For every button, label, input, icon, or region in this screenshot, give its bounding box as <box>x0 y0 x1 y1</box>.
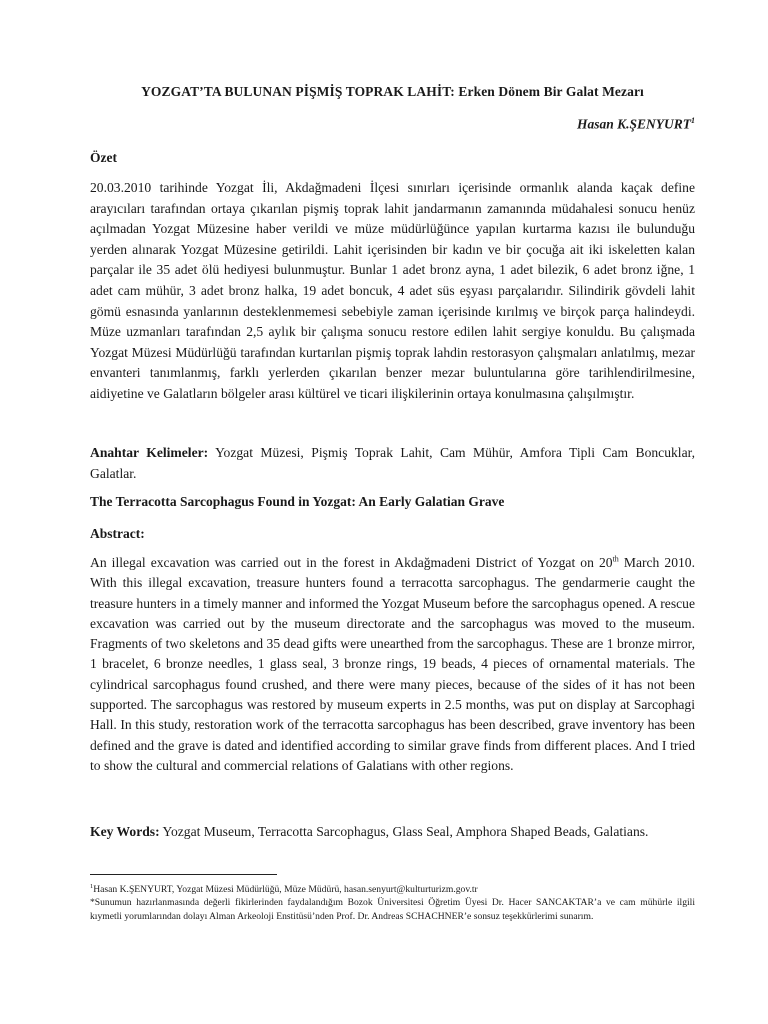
turkish-keywords-label: Anahtar Kelimeler: <box>90 445 209 460</box>
paper-title <box>90 84 695 100</box>
footnotes <box>90 880 695 923</box>
abstract-lead: An illegal excavation was carried out in the forest in Akdağmadeni District of Yozgat on 20 <box>90 555 613 570</box>
english-title: The Terracotta Sarcophagus Found in Yozgat: An Early Galatian Grave <box>90 494 505 509</box>
paper-title-main: YOZGAT’TA BULUNAN PİŞMİŞ TOPRAK LAHİT: <box>141 84 459 99</box>
author-footnote-mark: 1 <box>691 116 695 125</box>
footnote-1-text: Hasan K.ŞENYURT, Yozgat Müzesi Müdürlüğü, Müze Müdürü, hasan.senyurt@kulturturizm.gov.tr <box>93 884 478 896</box>
english-keywords-label: Key Words: <box>90 824 160 839</box>
ozet-paragraph: 20.03.2010 tarihinde Yozgat İli, Akdağmadeni İlçesi sınırları içerisinde ormanlık alanda kaçak define arayıcıları tarafından ortaya çıkarılan pişmiş toprak lahit jandarmanın zamanında müdahalesi sonucu henüz açılmadan Yozgat Müzesine haber verildi ve müze müdürlüğünce yapılan kurtarma kazısı ile bulunduğu yerden alınarak Yozgat Müzesine getirildi. Lahit içerisinden bir kadın ve bir çocuğa ait iki iskeletten kalan parçalar ile 35 adet ölü hediyesi bulunmuştur. Bunlar 1 adet bronz ayna, 1 adet bilezik, 6 adet bronz iğne, 1 adet cam mühür, 3 adet bronz halka, 19 adet boncuk, 4 adet süs eşyası parçalarıdır. Silindirik gövdeli lahit gömü esnasında yanlarının desteklenmemesi sebebiyle zaman içerisinde kırılmış ve birçok parça halindeydi. Müze uzmanları tarafından 2,5 aylık bir çalışma sonucu restore edilen lahit sergiye konuldu. Bu çalışmada Yozgat Müzesi Müdürlüğü tarafından kurtarılan pişmiş toprak lahdin restorasyon çalışmaları anlatılmış, mezar envanteri tanımlanmış, farklı yerlerden çıkarılan benzer mezar buluntularına göre tarihlendirilmesine, aidiyetine ve Galatların bölgeler arası kültürel ve ticari ilişkilerinin ortaya konulmasına çalışılmıştır. <box>90 180 695 401</box>
english-keywords <box>90 821 695 842</box>
abstract-rest: March 2010. With this illegal excavation, treasure hunters found a terracotta sarcophagus. The gendarmerie caught the treasure hunters in a timely manner and informed the Yozgat Museum before the sarcophagus opened. A rescue excavation was carried out by the museum directorate and the sarcophagus was moved to the museum. Fragments of two skeletons and 35 dead gifts were unearthed from the sarcophagus. These are 1 bronze mirror, 1 bracelet, 6 bronze needles, 1 glass seal, 3 bronze rings, 19 beads, 4 pieces of ornamental materials. The cylindrical sarcophagus found crushed, and there were many pieces, because of the sides of it has not been supported. The sarcophagus was restored by museum experts in 2.5 months, was put on display at Sarcophagi Hall. In this study, restoration work of the terracotta sarcophagus has been described, grave inventory has been defined and the grave is dated and identified according to similar grave finds from different places. And I tried to show the cultural and commercial relations of Galatians with other regions. <box>90 555 695 773</box>
footnote-1-mark: 1 <box>90 883 94 890</box>
english-keywords-text: Yozgat Museum, Terracotta Sarcophagus, Glass Seal, Amphora Shaped Beads, Galatians. <box>159 824 649 839</box>
abstract-heading: Abstract: <box>90 526 145 541</box>
footnote-1 <box>90 880 695 896</box>
turkish-keywords <box>90 442 695 484</box>
turkish-keywords-text: Yozgat Müzesi, Pişmiş Toprak Lahit, Cam Mühür, Amfora Tipli Cam Boncuklar, Galatlar. <box>90 445 695 481</box>
abstract-ordinal-sup: th <box>612 554 619 564</box>
footnote-divider <box>90 874 277 875</box>
author-name: Hasan K.ŞENYURT <box>576 116 691 132</box>
footnote-2: *Sunumun hazırlanmasında değerli fikirlerinden faydalandığım Bozok Üniversitesi Öğretim Üyesi Dr. Hacer SANCAKTAR’a ve cam mühürle ilgili kıymetli yorumlarından dolayı Alman Arkeoloji Enstitüsü’nden Prof. Dr. Andreas SCHACHNER’e sonsuz teşekkürlerimi sunarım. <box>90 897 695 922</box>
author-line <box>577 116 695 133</box>
abstract-paragraph <box>90 553 695 776</box>
ozet-heading: Özet <box>90 150 117 165</box>
paper-title-sub: Erken Dönem Bir Galat Mezarı <box>458 84 644 99</box>
